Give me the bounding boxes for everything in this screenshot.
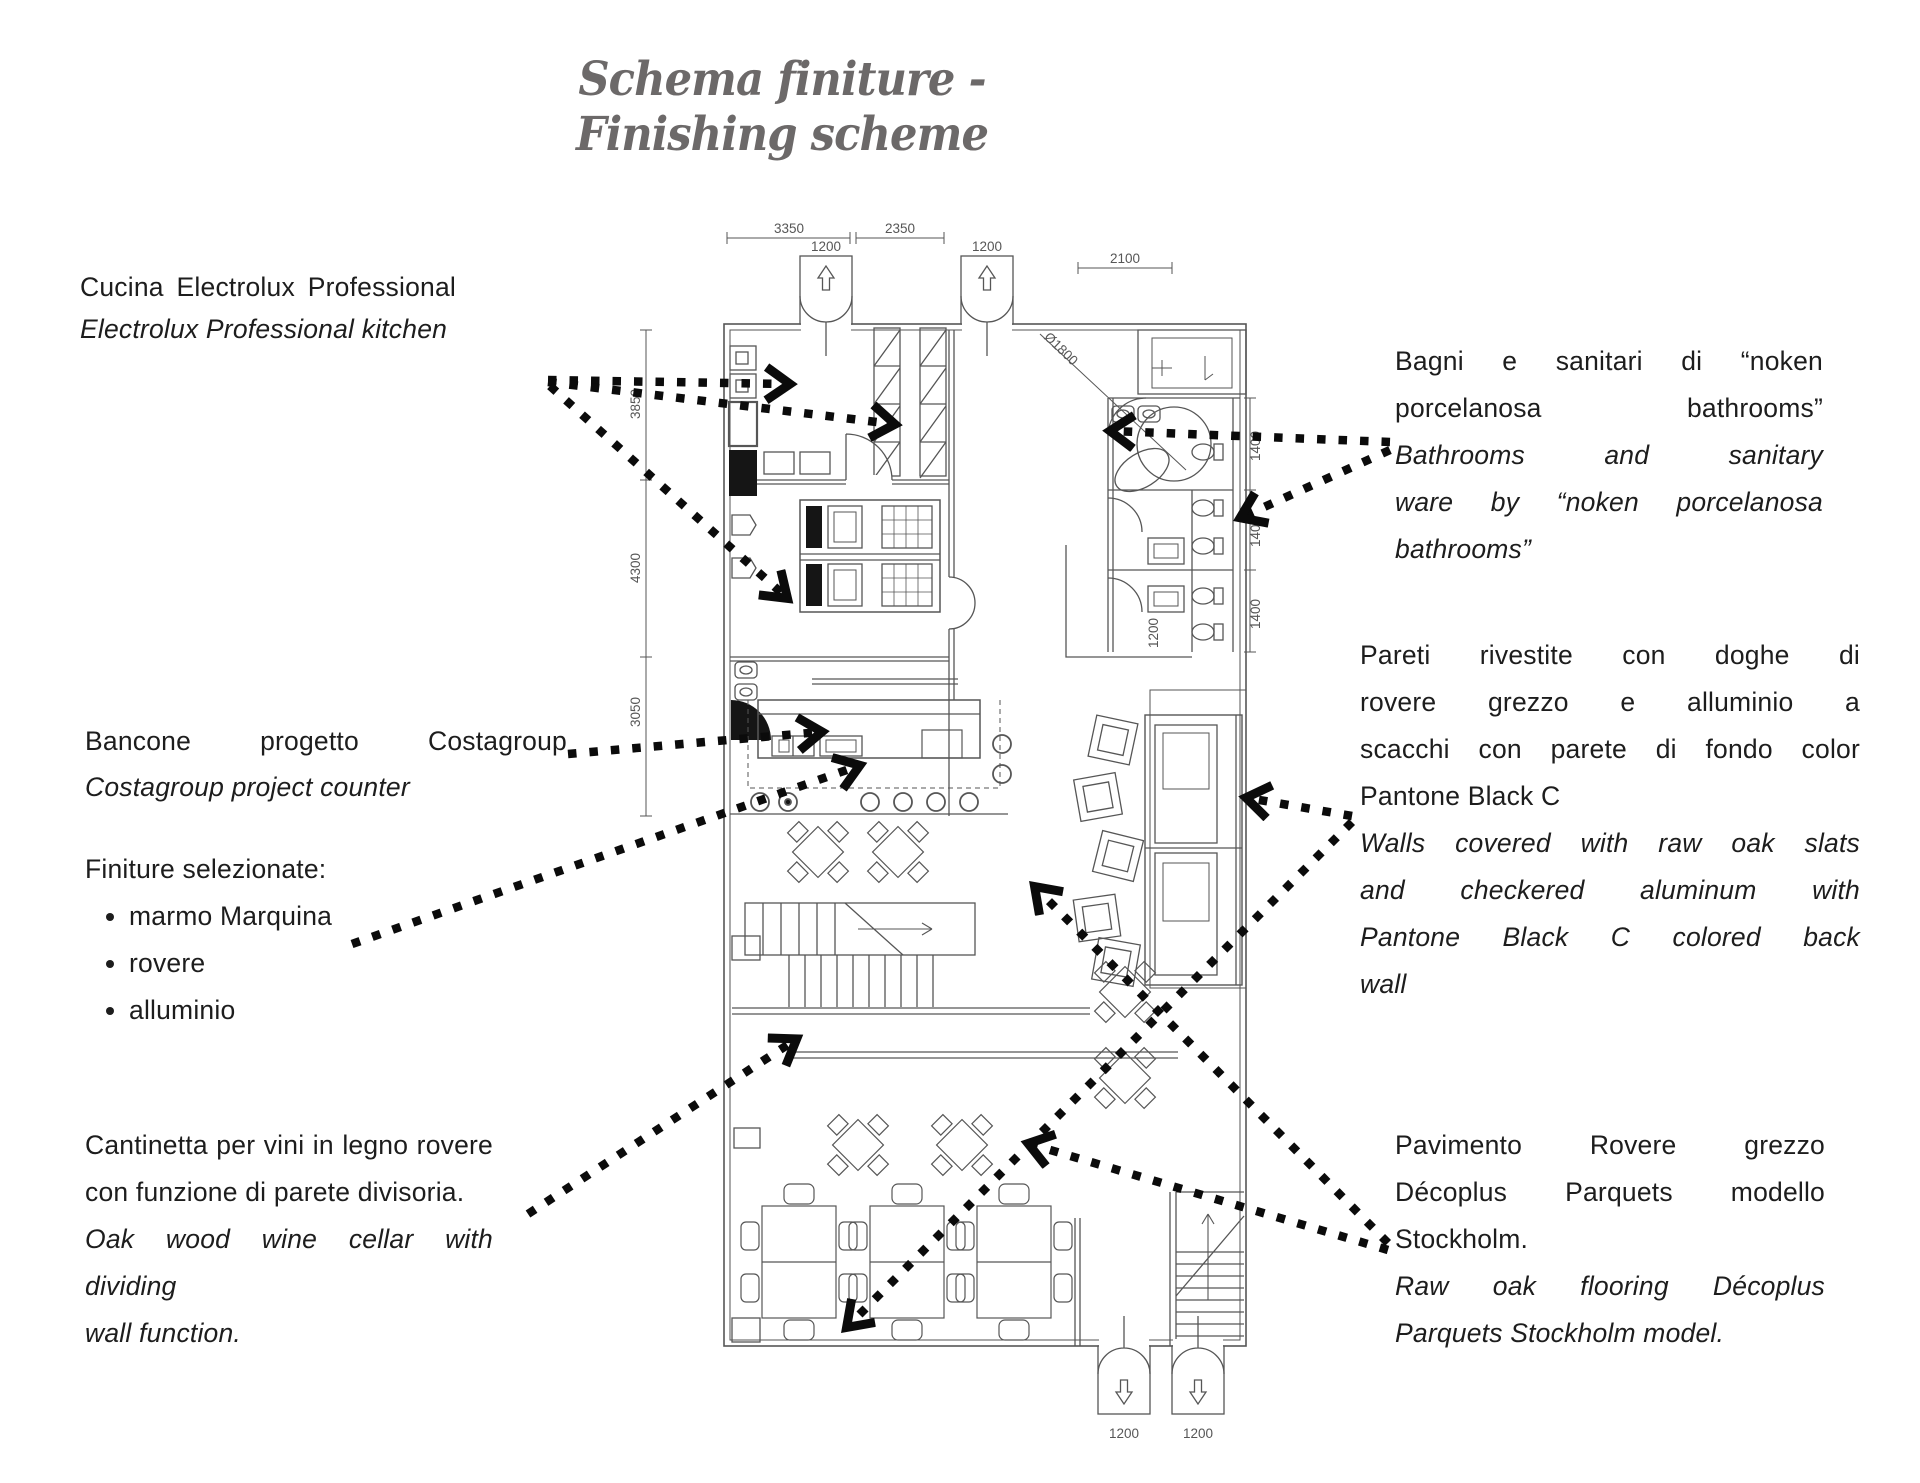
annotation-line: rovere grezzo e alluminio a — [1360, 687, 1860, 717]
armchair — [1093, 831, 1144, 882]
arrow-pavimento-1 — [1036, 888, 1388, 1243]
annotation-line: porcelanosa bathrooms” — [1395, 393, 1823, 423]
annotation-arrows — [352, 380, 1390, 1326]
exit-doors — [1098, 1316, 1224, 1414]
bar-stools — [751, 735, 1011, 811]
dim-label: 1200 — [1108, 1426, 1140, 1441]
exit-door — [1098, 1316, 1150, 1414]
table-4-seats — [913, 1096, 1012, 1195]
annotation-wine-cellar — [85, 1122, 493, 1357]
annotation-line: Walls covered with raw oak slats — [1360, 828, 1860, 858]
exit-door — [1172, 1316, 1224, 1414]
annotation-line: Pareti rivestite con doghe di — [1360, 640, 1860, 670]
annotation-kitchen — [80, 266, 456, 350]
table-4-seats — [1076, 943, 1175, 1042]
annotation-line: Cantinetta per vini in legno rovere — [85, 1130, 493, 1160]
annotation-line: wall function. — [85, 1318, 241, 1348]
arrow-cucina-1 — [548, 380, 788, 384]
dining-tables — [741, 803, 1174, 1340]
dim-label: 1400 — [1248, 516, 1263, 548]
bathrooms-area — [1040, 334, 1223, 640]
annotation-line: wall — [1360, 969, 1407, 999]
arrow-pareti-2 — [848, 822, 1352, 1326]
dim-label: 4300 — [628, 552, 643, 584]
annotation-line: and checkered aluminum with — [1360, 875, 1860, 905]
stairs-main — [745, 903, 975, 1007]
finishes-list — [85, 893, 425, 1034]
annotation-line: Parquets Stockholm model. — [1395, 1318, 1725, 1348]
dim-label: 1400 — [1248, 430, 1263, 462]
kitchen-area — [729, 328, 975, 629]
annotation-line: Costagroup project counter — [85, 772, 410, 802]
dim-label: 2100 — [1109, 251, 1141, 266]
annotation-line: ware by “noken porcelanosa — [1395, 487, 1823, 517]
annotation-line: Bagni e sanitari di “noken — [1395, 346, 1823, 376]
dim-label: Ø1800 — [1041, 329, 1081, 369]
dim-label: 3050 — [628, 696, 643, 728]
annotation-counter — [85, 718, 567, 810]
annotation-line: Décoplus Parquets modello — [1395, 1177, 1825, 1207]
entry-doors — [800, 256, 1013, 356]
list-item: • alluminio — [129, 987, 425, 1034]
arrow-bancone — [568, 732, 820, 754]
arrow-pareti-1 — [1248, 798, 1352, 816]
bar-counter — [758, 700, 980, 758]
annotation-line: Oak wood wine cellar with dividing — [85, 1224, 493, 1301]
dim-label: 3850 — [628, 388, 643, 420]
list-item: • rovere — [129, 940, 425, 987]
table-4-seats — [809, 1096, 908, 1195]
annotation-flooring — [1395, 1122, 1825, 1357]
annotation-line: Stockholm. — [1395, 1224, 1529, 1254]
armchair — [1074, 773, 1123, 822]
armchair — [1092, 938, 1141, 987]
list-item: • marmo Marquina — [129, 893, 425, 940]
table-4-seats — [849, 803, 948, 902]
annotation-line: scacchi con parete di fondo color — [1360, 734, 1860, 764]
annotation-line: con funzione di parete divisoria. — [85, 1177, 465, 1207]
table-4-seats — [769, 803, 868, 902]
annotation-line: Cucina Electrolux Professional — [80, 272, 456, 302]
stairs-secondary — [1176, 1214, 1244, 1336]
dim-label: 1200 — [971, 239, 1003, 254]
table-6-seats — [956, 1184, 1072, 1340]
annotation-bathrooms — [1395, 338, 1823, 573]
annotation-line: Pantone Black C — [1360, 781, 1561, 811]
dim-label: 1200 — [1182, 1426, 1214, 1441]
table-6-seats — [741, 1184, 857, 1340]
annotation-line: Pantone Black C colored back — [1360, 922, 1860, 952]
entry-door — [800, 256, 852, 356]
annotation-line: Pavimento Rovere grezzo — [1395, 1130, 1825, 1160]
annotation-line: Bancone progetto Costagroup — [85, 726, 567, 756]
page-title: Schema finiture - Finishing scheme — [575, 52, 989, 162]
arrow-bagni-2 — [1242, 450, 1390, 517]
annotation-line: Electrolux Professional kitchen — [80, 314, 448, 344]
annotation-walls — [1360, 632, 1860, 1008]
dim-label: 1200 — [1146, 617, 1161, 649]
armchair — [1088, 715, 1138, 765]
dim-label: 1400 — [1248, 598, 1263, 630]
dim-label: 1200 — [810, 239, 842, 254]
arrow-cucina-2 — [548, 382, 893, 424]
entry-door — [961, 256, 1013, 356]
annotation-line: bathrooms” — [1395, 534, 1532, 564]
annotation-line: Bathrooms and sanitary — [1395, 440, 1823, 470]
finishes-heading: Finiture selezionate: — [85, 854, 327, 884]
annotation-finishes — [85, 846, 425, 1034]
annotation-line: Raw oak flooring Décoplus — [1395, 1271, 1825, 1301]
dim-label: 3350 — [773, 221, 805, 236]
arrow-pavimento-2 — [1030, 1144, 1388, 1250]
kitchen-black-block — [729, 450, 757, 496]
dim-label: 2350 — [884, 221, 916, 236]
arrow-cantinetta — [528, 1040, 795, 1214]
